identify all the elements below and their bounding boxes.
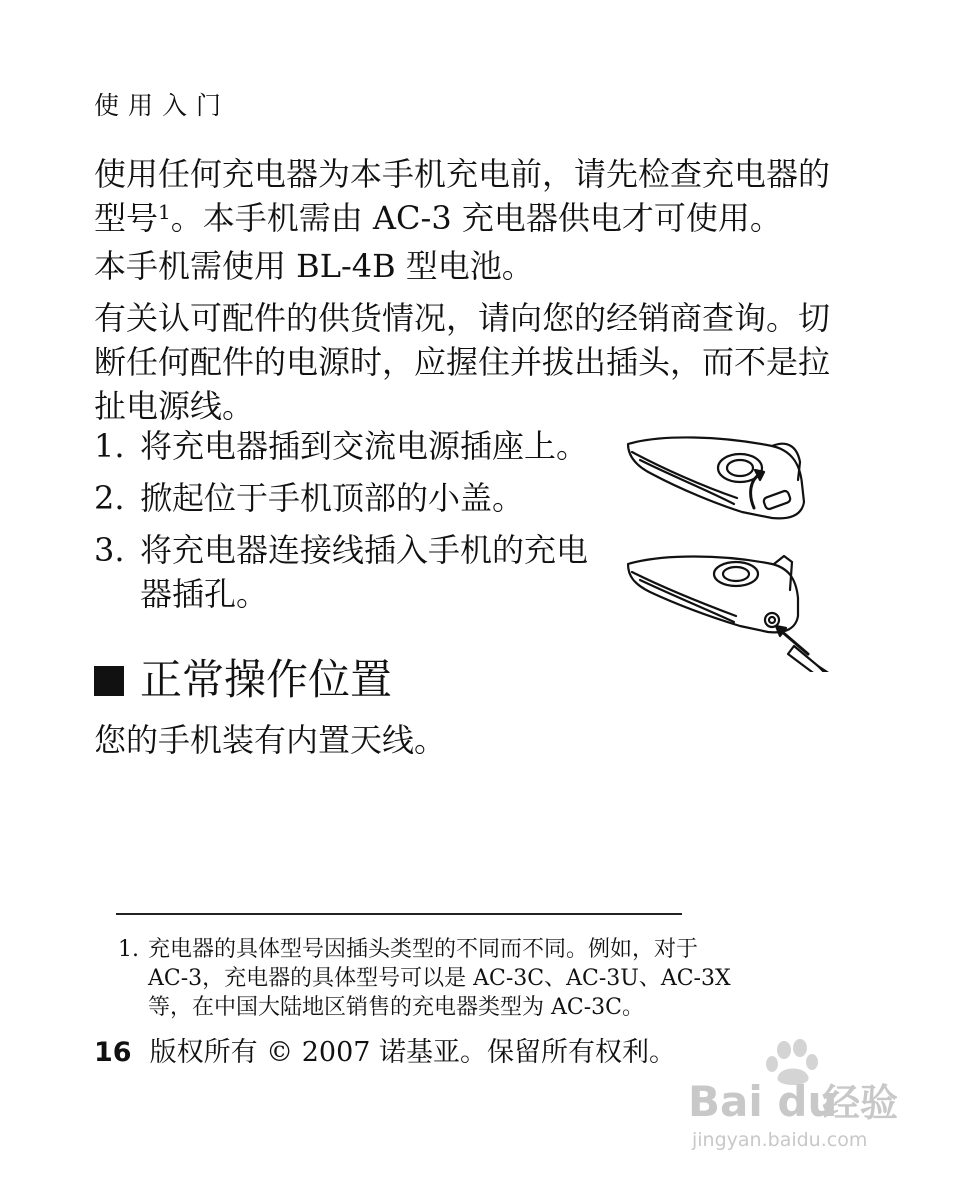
paragraph-battery: 本手机需使用 BL-4B 型电池。 <box>94 247 534 285</box>
step-text: 将充电器插到交流电源插座上。 <box>140 427 589 465</box>
footnote <box>118 935 768 1025</box>
page-footer <box>94 1036 676 1070</box>
watermark-url: jingyan.baidu.com <box>692 1129 868 1151</box>
footnote-line: 充电器的具体型号因插头类型的不同而不同。例如，对于 <box>148 937 699 962</box>
watermark-logo: Bai du <box>688 1077 838 1126</box>
watermark-logo-cn: 经验 <box>822 1081 899 1125</box>
step-item <box>94 528 594 616</box>
step-number: 3. <box>94 531 125 569</box>
page-number: 16 <box>94 1037 132 1068</box>
text-span: 型号 <box>94 199 159 237</box>
paragraph-line: 断任何配件的电源时，应握住并拔出插头，而不是拉 <box>94 343 831 381</box>
footnote-line: 等，在中国大陆地区销售的充电器类型为 AC-3C。 <box>148 995 644 1020</box>
section-title: 正常操作位置 <box>140 655 393 704</box>
charger-jack <box>765 613 779 627</box>
footnote-line: AC-3，充电器的具体型号可以是 AC-3C、AC-3U、AC-3X <box>148 966 731 991</box>
paragraph-accessories <box>94 296 834 428</box>
charger-connection-illustration <box>622 432 842 672</box>
phone-body-bottom <box>628 557 798 633</box>
running-header: 使用入门 <box>94 91 231 120</box>
paragraph-charger-check <box>94 152 834 240</box>
step-item <box>94 476 594 520</box>
step-text: 掀起位于手机顶部的小盖。 <box>140 479 525 517</box>
paragraph-line: 扯电源线。 <box>94 387 255 425</box>
paragraph-line: 使用任何充电器为本手机充电前，请先检查充电器的 <box>94 155 831 193</box>
baidu-watermark <box>688 1036 914 1154</box>
step-number: 2. <box>94 479 125 517</box>
step-text <box>140 528 588 616</box>
footnote-text <box>148 935 731 1022</box>
paragraph-line: 有关认可配件的供货情况，请向您的经销商查询。切 <box>94 299 831 337</box>
section-text: 您的手机装有内置天线。 <box>94 721 447 759</box>
text-span: 。本手机需由 AC-3 充电器供电才可使用。 <box>170 199 782 237</box>
insert-arrow <box>780 630 808 654</box>
paragraph-line <box>94 196 834 240</box>
step-text-line: 器插孔。 <box>140 575 269 613</box>
section-bullet <box>94 666 124 696</box>
footnote-ref[interactable]: 1 <box>158 200 171 224</box>
copyright-text: 版权所有 © 2007 诺基亚。保留所有权利。 <box>149 1037 677 1068</box>
step-text-line: 将充电器连接线插入手机的充电 <box>140 531 589 569</box>
footnote-number: 1. <box>118 937 139 962</box>
step-number: 1. <box>94 427 125 465</box>
section-heading <box>94 654 392 706</box>
step-item <box>94 424 594 468</box>
footnote-divider <box>116 913 682 915</box>
